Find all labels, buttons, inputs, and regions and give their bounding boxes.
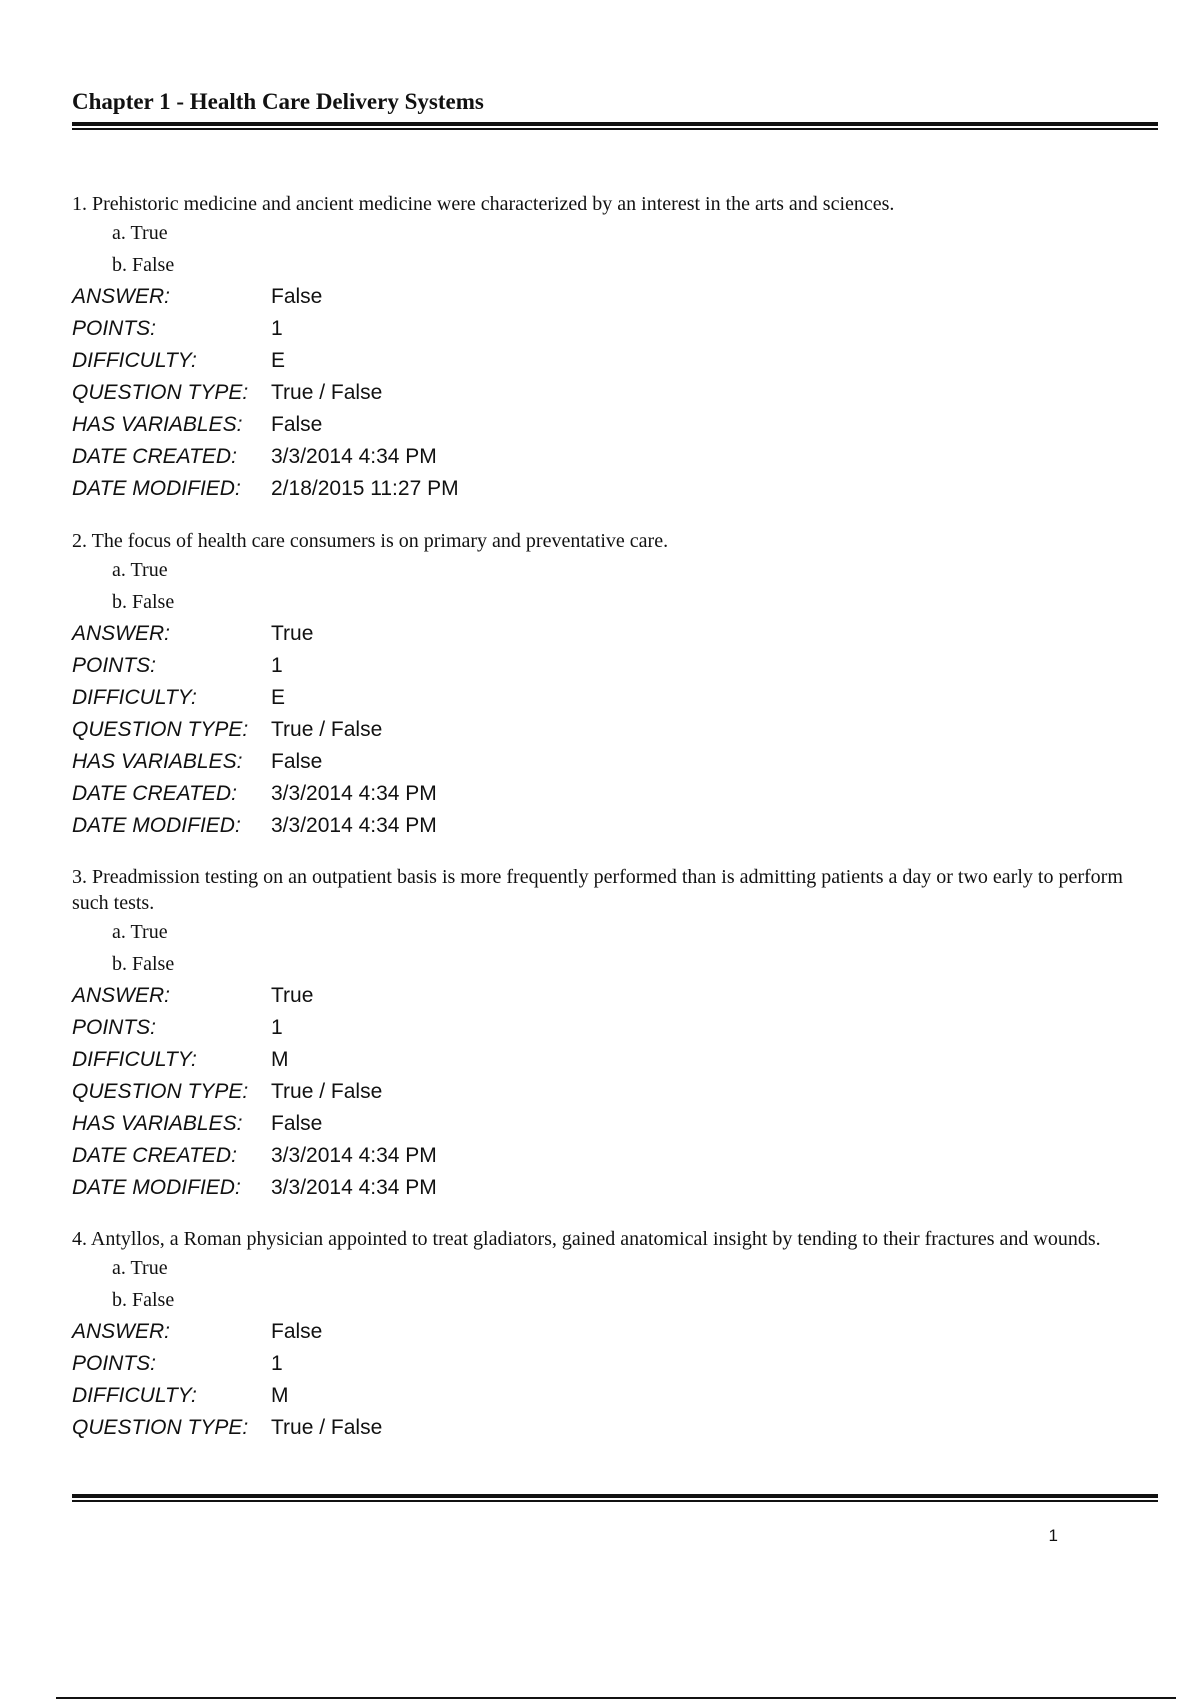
- choice-false: b. False: [112, 953, 175, 975]
- choice-false: b. False: [112, 1289, 175, 1311]
- question-type-row: [72, 1412, 1158, 1444]
- question-metadata: [72, 1316, 1158, 1444]
- choice-true: a. True: [112, 559, 168, 581]
- difficulty-value: M: [271, 1384, 289, 1407]
- header-double-rule: [72, 122, 1158, 132]
- date-created-value: 3/3/2014 4:34 PM: [271, 1144, 437, 1167]
- points-label: POINTS:: [72, 1016, 157, 1039]
- points-row: [72, 1012, 1158, 1044]
- difficulty-row: [72, 1044, 1158, 1076]
- has-variables-row: [72, 746, 1158, 778]
- date-created-value: 3/3/2014 4:34 PM: [271, 782, 437, 805]
- date-modified-label: DATE MODIFIED:: [72, 1176, 241, 1199]
- question-type-label: QUESTION TYPE:: [72, 718, 249, 741]
- question-type-value: True / False: [271, 1080, 383, 1103]
- question-metadata: [72, 618, 1158, 842]
- question-metadata: [72, 980, 1158, 1204]
- question-type-row: [72, 714, 1158, 746]
- choice-true: a. True: [112, 1257, 168, 1279]
- points-label: POINTS:: [72, 1352, 157, 1375]
- answer-value: False: [271, 1320, 323, 1343]
- chapter-title: Chapter 1 - Health Care Delivery Systems: [72, 89, 484, 114]
- answer-label: ANSWER:: [72, 285, 171, 308]
- question-type-label: QUESTION TYPE:: [72, 1080, 249, 1103]
- choice-true: a. True: [112, 222, 168, 244]
- has-variables-value: False: [271, 1112, 323, 1135]
- answer-row: [72, 1316, 1158, 1348]
- page-number: 1: [1048, 1526, 1058, 1545]
- date-created-label: DATE CREATED:: [72, 782, 237, 805]
- page-bottom-edge: [56, 1697, 1176, 1699]
- points-row: [72, 1348, 1158, 1380]
- answer-value: True: [271, 984, 314, 1007]
- question-type-value: True / False: [271, 381, 383, 404]
- has-variables-value: False: [271, 413, 323, 436]
- header-rule-thick: [72, 122, 1158, 126]
- difficulty-row: [72, 682, 1158, 714]
- difficulty-label: DIFFICULTY:: [72, 349, 197, 372]
- question-type-label: QUESTION TYPE:: [72, 381, 249, 404]
- date-modified-row: [72, 810, 1158, 842]
- question-type-value: True / False: [271, 1416, 383, 1439]
- question-4: [72, 1226, 1158, 1444]
- has-variables-row: [72, 409, 1158, 441]
- date-modified-label: DATE MODIFIED:: [72, 814, 241, 837]
- choice-false: b. False: [112, 591, 175, 613]
- has-variables-row: [72, 1108, 1158, 1140]
- answer-row: [72, 980, 1158, 1012]
- question-text: 4. Antyllos, a Roman physician appointed to treat gladiators, gained anatomical insight by tending to their fractures and wounds.: [72, 1228, 1101, 1250]
- difficulty-value: M: [271, 1048, 289, 1071]
- question-1: [72, 191, 1158, 505]
- question-type-label: QUESTION TYPE:: [72, 1416, 249, 1439]
- difficulty-value: E: [271, 349, 286, 372]
- question-2: [72, 528, 1158, 842]
- footer-rule-thin: [72, 1500, 1158, 1502]
- date-created-label: DATE CREATED:: [72, 445, 237, 468]
- question-metadata: [72, 281, 1158, 505]
- date-modified-value: 2/18/2015 11:27 PM: [271, 477, 459, 500]
- date-modified-value: 3/3/2014 4:34 PM: [271, 1176, 437, 1199]
- question-3: [72, 864, 1158, 1204]
- date-modified-value: 3/3/2014 4:34 PM: [271, 814, 437, 837]
- question-type-row: [72, 377, 1158, 409]
- question-text: 3. Preadmission testing on an outpatient basis is more frequently performed than is admitting patients a day or two early to perform such tests.: [72, 866, 1123, 914]
- has-variables-label: HAS VARIABLES:: [72, 750, 243, 773]
- points-label: POINTS:: [72, 317, 157, 340]
- answer-value: False: [271, 285, 323, 308]
- difficulty-label: DIFFICULTY:: [72, 1384, 197, 1407]
- date-modified-label: DATE MODIFIED:: [72, 477, 241, 500]
- date-modified-row: [72, 1172, 1158, 1204]
- points-row: [72, 313, 1158, 345]
- points-value: 1: [271, 654, 283, 677]
- footer-rule-thick: [72, 1494, 1158, 1498]
- answer-label: ANSWER:: [72, 1320, 171, 1343]
- answer-row: [72, 618, 1158, 650]
- difficulty-label: DIFFICULTY:: [72, 1048, 197, 1071]
- date-created-label: DATE CREATED:: [72, 1144, 237, 1167]
- answer-value: True: [271, 622, 314, 645]
- points-value: 1: [271, 1016, 283, 1039]
- difficulty-value: E: [271, 686, 286, 709]
- date-modified-row: [72, 473, 1158, 505]
- footer-double-rule: [72, 1494, 1158, 1504]
- date-created-value: 3/3/2014 4:34 PM: [271, 445, 437, 468]
- answer-label: ANSWER:: [72, 984, 171, 1007]
- points-value: 1: [271, 317, 283, 340]
- points-value: 1: [271, 1352, 283, 1375]
- has-variables-value: False: [271, 750, 323, 773]
- difficulty-row: [72, 1380, 1158, 1412]
- question-text: 2. The focus of health care consumers is on primary and preventative care.: [72, 530, 669, 552]
- difficulty-row: [72, 345, 1158, 377]
- has-variables-label: HAS VARIABLES:: [72, 1112, 243, 1135]
- points-label: POINTS:: [72, 654, 157, 677]
- question-text: 1. Prehistoric medicine and ancient medicine were characterized by an interest in the arts and sciences.: [72, 193, 895, 215]
- header-rule-thin: [72, 128, 1158, 130]
- date-created-row: [72, 441, 1158, 473]
- question-type-value: True / False: [271, 718, 383, 741]
- points-row: [72, 650, 1158, 682]
- answer-row: [72, 281, 1158, 313]
- choice-false: b. False: [112, 254, 175, 276]
- date-created-row: [72, 1140, 1158, 1172]
- date-created-row: [72, 778, 1158, 810]
- has-variables-label: HAS VARIABLES:: [72, 413, 243, 436]
- question-type-row: [72, 1076, 1158, 1108]
- answer-label: ANSWER:: [72, 622, 171, 645]
- choice-true: a. True: [112, 921, 168, 943]
- difficulty-label: DIFFICULTY:: [72, 686, 197, 709]
- document-page: [72, 0, 1158, 1700]
